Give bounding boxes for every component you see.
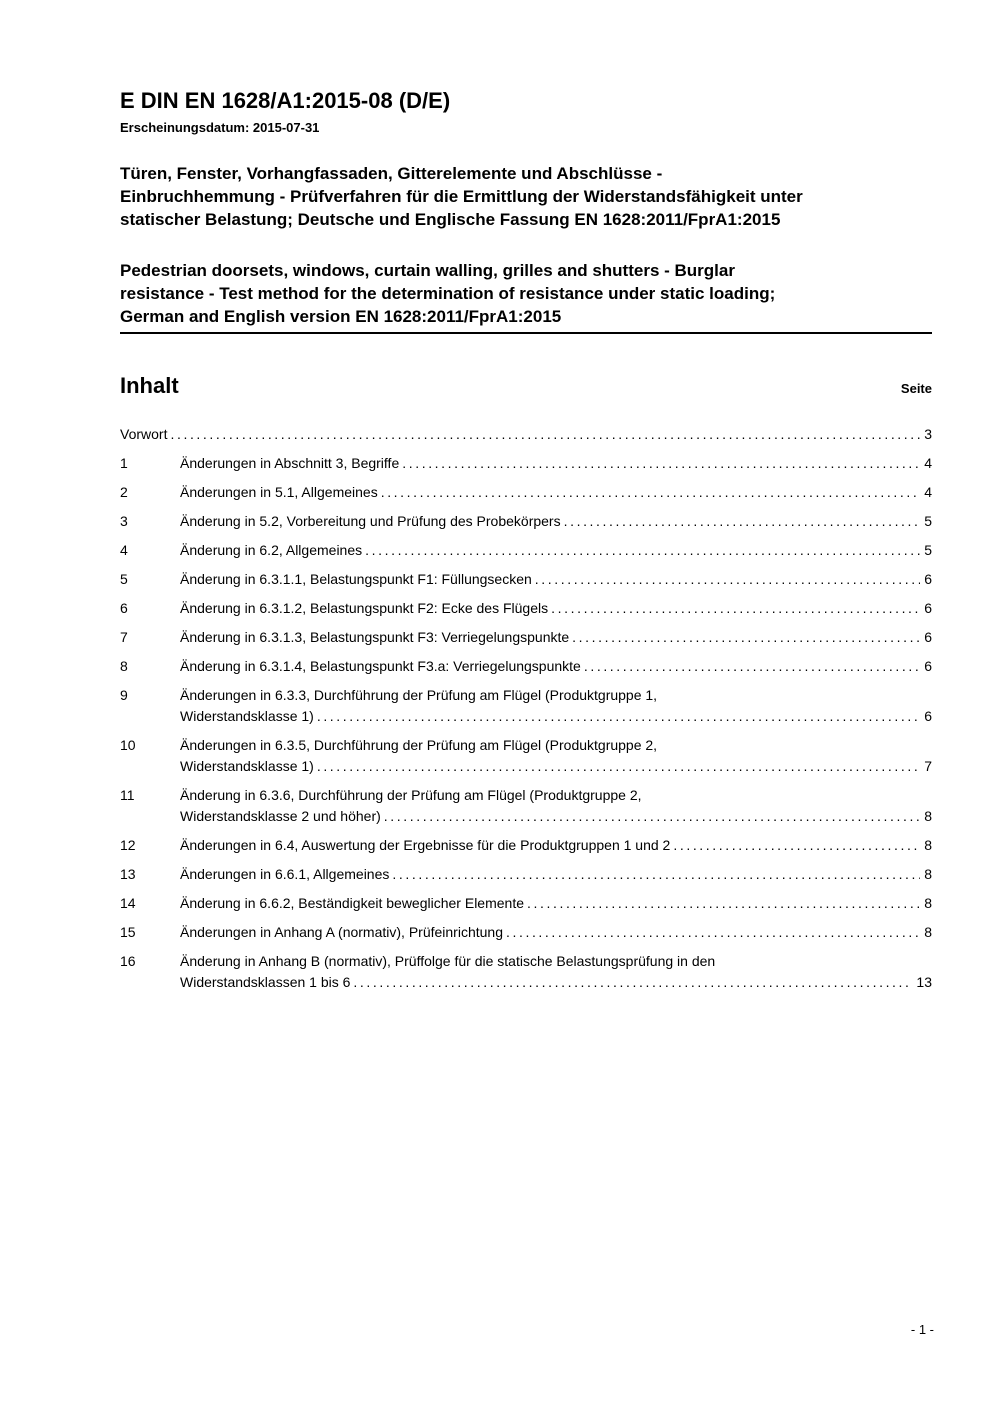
toc-page-column-label: Seite [900,381,932,396]
toc-entry-title [180,598,932,619]
toc-entry-page-number: 8 [924,808,932,824]
divider-rule [120,332,932,334]
toc-entry-number: 9 [120,687,128,703]
toc-entry-number: 15 [120,924,136,940]
toc-entry-title-line: Änderung in 6.3.1.1, Belastungspunkt F1: Füllungsecken [180,571,532,587]
toc-entry-page-number: 8 [924,924,932,940]
german-title-line: Einbruchhemmung - Prüfverfahren für die Ermittlung der Widerstandsfähigkeit unter [120,187,803,206]
toc-entry-title-line: Änderung in 6.3.1.2, Belastungspunkt F2: Ecke des Flügels [180,600,549,616]
toc-entry-title-line: Vorwort [120,426,168,442]
toc-entry-page-number: 5 [924,513,932,529]
toc-entry-page-number: 4 [924,455,932,471]
toc-entry-page-number: 6 [924,600,932,616]
toc-entry-title [180,922,932,943]
page-number-footer: - 1 - [910,1322,934,1337]
toc-entry [120,540,932,561]
toc-entry-page-number: 5 [924,542,932,558]
publication-date: Erscheinungsdatum: 2015-07-31 [120,120,320,135]
toc-entry-title-line: Änderung in 6.3.6, Durchführung der Prüfung am Flügel (Produktgruppe 2, [180,787,642,803]
toc-entry-page-number: 6 [924,571,932,587]
toc-entry-number: 11 [120,787,135,803]
toc-entry [120,835,932,856]
toc-entry-title [180,656,932,677]
toc-entry-title-line: Änderung in 6.2, Allgemeines [180,542,363,558]
toc-entry [120,785,932,827]
dot-leader [673,835,920,856]
toc-entry-title [180,540,932,561]
german-title-line: Türen, Fenster, Vorhangfassaden, Gitterelemente und Abschlüsse - [120,164,663,183]
english-title-line: resistance - Test method for the determination of resistance under static loading; [120,284,776,303]
dot-leader [564,511,921,532]
dot-leader [381,482,921,503]
toc-entry-title [180,893,932,914]
toc-entry-list [120,424,932,993]
toc-entry-title [120,424,932,445]
dot-leader [384,806,920,827]
toc-entry-title-line: Widerstandsklasse 1) [180,758,314,774]
table-of-contents [120,372,932,993]
toc-entry-page-number: 8 [924,895,932,911]
toc-entry-number: 7 [120,629,128,645]
toc-entry-title [180,569,932,590]
toc-entry-page-number: 6 [924,708,932,724]
toc-entry-title-line: Änderungen in Abschnitt 3, Begriffe [180,455,400,471]
dot-leader [402,453,920,474]
toc-entry-title-line: Änderung in Anhang B (normativ), Prüffolge für die statische Belastungsprüfung in den [180,953,716,969]
toc-entry [120,424,932,445]
dot-leader [392,864,920,885]
toc-entry-title [180,835,932,856]
dot-leader [365,540,920,561]
toc-entry-number: 3 [120,513,128,529]
toc-entry [120,453,932,474]
toc-entry-title [180,951,932,993]
toc-entry-number: 1 [120,455,128,471]
toc-entry-title-line: Änderungen in 6.3.5, Durchführung der Prüfung am Flügel (Produktgruppe 2, [180,737,658,753]
toc-entry [120,656,932,677]
toc-entry-title [180,685,932,727]
toc-entry-title [180,735,932,777]
toc-entry-page-number: 3 [924,426,932,442]
toc-heading: Inhalt [120,373,179,398]
document-title: E DIN EN 1628/A1:2015-08 (D/E) [120,88,451,113]
toc-entry-number: 10 [120,737,136,753]
toc-entry-title [180,864,932,885]
english-title-line: German and English version EN 1628:2011/FprA1:2015 [120,307,562,326]
toc-entry-number: 12 [120,837,136,853]
english-title-line: Pedestrian doorsets, windows, curtain walling, grilles and shutters - Burglar [120,261,735,280]
dot-leader [317,706,920,727]
toc-entry [120,482,932,503]
toc-entry-page-number: 8 [924,866,932,882]
toc-entry-number: 2 [120,484,128,500]
toc-entry-number: 4 [120,542,128,558]
dot-leader [535,569,920,590]
toc-entry-title [180,627,932,648]
toc-entry [120,569,932,590]
dot-leader [317,756,920,777]
toc-entry-number: 6 [120,600,128,616]
toc-entry-title [180,785,932,827]
toc-entry-title-line: Änderung in 5.2, Vorbereitung und Prüfung des Probekörpers [180,513,561,529]
toc-entry [120,598,932,619]
dot-leader [572,627,920,648]
dot-leader [551,598,920,619]
toc-entry-number: 16 [120,953,136,969]
toc-entry-title-line: Änderungen in 5.1, Allgemeines [180,484,378,500]
toc-entry [120,951,932,993]
toc-entry-title [180,482,932,503]
dot-leader [506,922,920,943]
toc-entry-title-line: Widerstandsklasse 2 und höher) [180,808,381,824]
toc-entry-title-line: Widerstandsklasse 1) [180,708,314,724]
toc-entry [120,893,932,914]
dot-leader [584,656,920,677]
toc-entry-title-line: Änderung in 6.3.1.3, Belastungspunkt F3: Verriegelungspunkte [180,629,570,645]
toc-entry-number: 14 [120,895,136,911]
toc-entry-page-number: 6 [924,629,932,645]
toc-entry-page-number: 13 [916,974,932,990]
page-content [120,0,932,1001]
toc-header [120,372,932,399]
toc-entry-title [180,453,932,474]
german-title [120,162,932,231]
toc-entry [120,864,932,885]
toc-entry [120,922,932,943]
toc-entry [120,511,932,532]
toc-entry-title-line: Änderungen in 6.6.1, Allgemeines [180,866,390,882]
toc-entry-page-number: 4 [924,484,932,500]
toc-entry-title-line: Änderung in 6.3.1.4, Belastungspunkt F3.a: Verriegelungspunkte [180,658,581,674]
toc-entry-title [180,511,932,532]
toc-entry [120,735,932,777]
toc-entry-title-line: Widerstandsklassen 1 bis 6 [180,974,351,990]
german-title-line: statischer Belastung; Deutsche und Englische Fassung EN 1628:2011/FprA1:2015 [120,210,781,229]
english-title [120,259,932,328]
toc-entry-title-line: Änderungen in 6.3.3, Durchführung der Prüfung am Flügel (Produktgruppe 1, [180,687,658,703]
toc-entry-title-line: Änderungen in 6.4, Auswertung der Ergebnisse für die Produktgruppen 1 und 2 [180,837,671,853]
dot-leader [353,972,912,993]
toc-entry-page-number: 8 [924,837,932,853]
toc-entry-number: 5 [120,571,128,587]
dot-leader [527,893,920,914]
toc-entry-number: 13 [120,866,136,882]
toc-entry [120,685,932,727]
toc-entry-page-number: 7 [924,758,932,774]
toc-entry [120,627,932,648]
toc-entry-number: 8 [120,658,128,674]
toc-entry-title-line: Änderung in 6.6.2, Beständigkeit beweglicher Elemente [180,895,524,911]
toc-entry-title-line: Änderungen in Anhang A (normativ), Prüfeinrichtung [180,924,503,940]
toc-entry-page-number: 6 [924,658,932,674]
dot-leader [170,424,920,445]
